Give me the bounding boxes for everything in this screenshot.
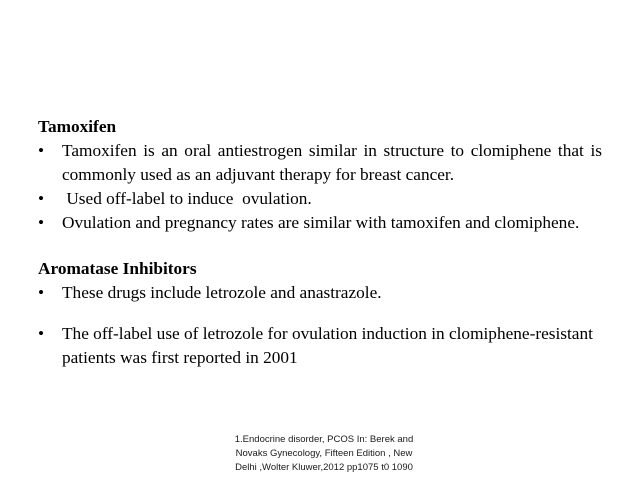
reference-line: Delhi ,Wolter Kluwer,2012 pp1075 t0 1090 [235, 462, 413, 473]
bullet-dot: • [38, 213, 45, 232]
reference-line: 1.Endocrine disorder, PCOS In: Berek and [234, 434, 414, 445]
slide-content [38, 115, 602, 370]
bullet-text: These drugs include letrozole and anastrazole. [62, 283, 382, 302]
bullet-item [38, 187, 602, 211]
bullet-text: Used off-label to induce ovulation. [62, 189, 312, 208]
reference-citation [219, 433, 429, 475]
bullet-dot: • [38, 141, 45, 160]
bullet-item [38, 139, 602, 187]
bullet-text: Tamoxifen is an oral antiestrogen similar in structure to clomiphene that is commonly used as an adjuvant therapy for breast cancer. [62, 141, 602, 184]
section-heading-aromatase-inhibitors: Aromatase Inhibitors [38, 259, 197, 278]
bullet-dot: • [38, 283, 45, 302]
bullet-text: Ovulation and pregnancy rates are similar with tamoxifen and clomiphene. [62, 213, 580, 232]
bullet-item [38, 281, 602, 305]
spacer [38, 305, 602, 322]
bullet-dot: • [38, 324, 45, 343]
bullet-text: The off-label use of letrozole for ovulation induction in clomiphene-resistant patients was first reported in 2001 [62, 324, 593, 367]
bullet-dot: • [38, 189, 45, 208]
bullet-item [38, 322, 602, 370]
reference-line: Novaks Gynecology, Fifteen Edition , New [235, 448, 413, 459]
section-heading-tamoxifen: Tamoxifen [38, 117, 117, 136]
spacer [38, 235, 602, 257]
bullet-item [38, 211, 602, 235]
